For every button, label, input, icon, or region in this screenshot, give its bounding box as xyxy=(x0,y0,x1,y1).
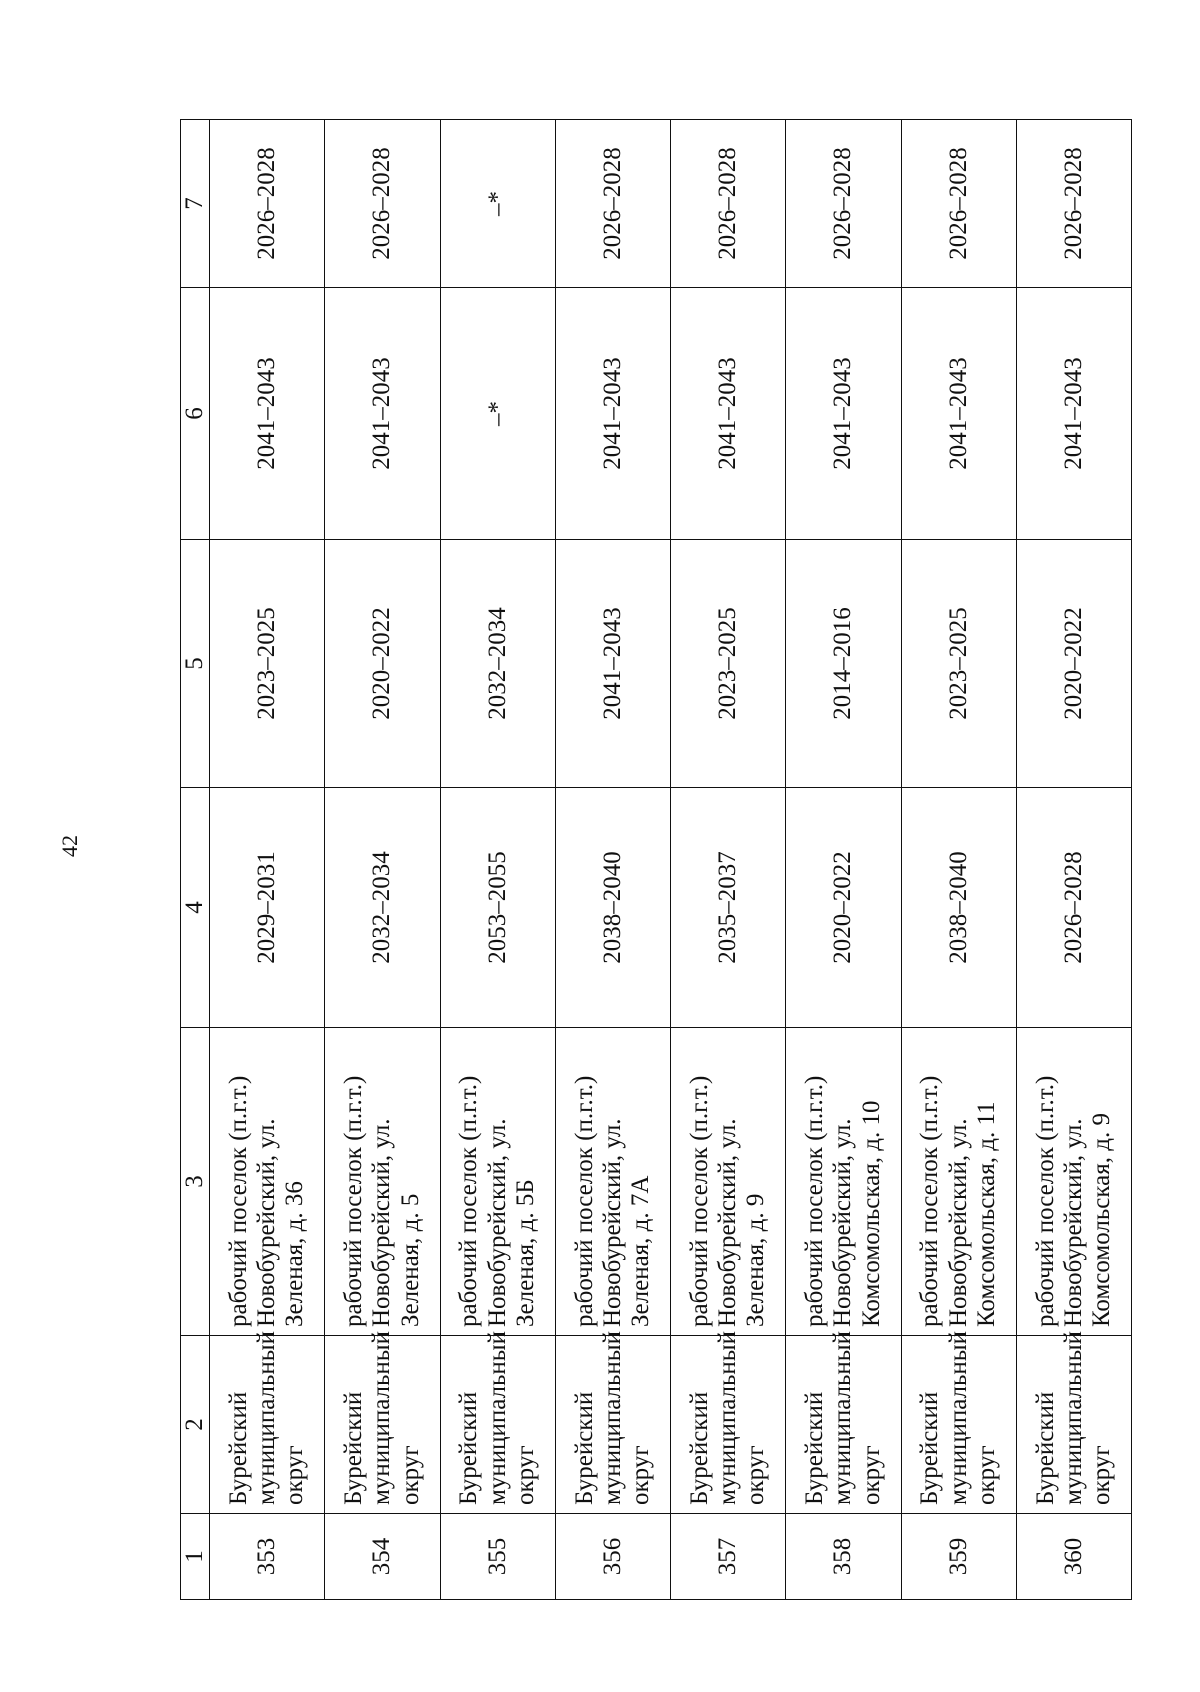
period-cell: 2020–2022 xyxy=(1016,540,1131,788)
period-cell: 2041–2043 xyxy=(786,288,901,540)
no-data-mark: –* xyxy=(483,191,511,216)
row-number: 354 xyxy=(325,1514,440,1600)
period-cell: 2023–2025 xyxy=(901,540,1016,788)
table-row xyxy=(671,120,786,1600)
table-row xyxy=(210,120,325,1600)
period-cell: 2041–2043 xyxy=(210,288,325,540)
municipality-cell: Бурейский муниципальный округ xyxy=(786,1336,901,1514)
period-cell: 2026–2028 xyxy=(671,120,786,288)
municipality-cell: Бурейский муниципальный округ xyxy=(671,1336,786,1514)
row-number: 359 xyxy=(901,1514,1016,1600)
municipality-cell: Бурейский муниципальный округ xyxy=(901,1336,1016,1514)
column-header: 7 xyxy=(181,120,210,288)
period-cell: 2029–2031 xyxy=(210,788,325,1028)
address-cell: рабочий поселок (п.г.т.) Новобурейский, ул. Зеленая, д. 7А xyxy=(555,1028,670,1336)
municipality-cell: Бурейский муниципальный округ xyxy=(325,1336,440,1514)
municipality-cell: Бурейский муниципальный округ xyxy=(555,1336,670,1514)
period-cell: 2041–2043 xyxy=(901,288,1016,540)
municipality-cell: Бурейский муниципальный округ xyxy=(1016,1336,1131,1514)
column-header: 1 xyxy=(181,1514,210,1600)
period-cell xyxy=(440,120,555,288)
period-cell: 2038–2040 xyxy=(555,788,670,1028)
period-cell: 2032–2034 xyxy=(440,540,555,788)
column-header: 5 xyxy=(181,540,210,788)
table-row xyxy=(555,120,670,1600)
column-header: 4 xyxy=(181,788,210,1028)
period-cell: 2041–2043 xyxy=(555,288,670,540)
period-cell: 2014–2016 xyxy=(786,540,901,788)
period-cell: 2023–2025 xyxy=(671,540,786,788)
period-cell: 2038–2040 xyxy=(901,788,1016,1028)
address-cell: рабочий поселок (п.г.т.) Новобурейский, ул. Зеленая, д. 36 xyxy=(210,1028,325,1336)
column-header: 3 xyxy=(181,1028,210,1336)
row-number: 358 xyxy=(786,1514,901,1600)
address-cell: рабочий поселок (п.г.т.) Новобурейский, ул. Зеленая, д. 5Б xyxy=(440,1028,555,1336)
rotated-table-wrapper xyxy=(180,120,1132,1600)
table-row xyxy=(901,120,1016,1600)
column-header: 2 xyxy=(181,1336,210,1514)
period-cell: 2041–2043 xyxy=(671,288,786,540)
table-header-row xyxy=(181,120,210,1600)
row-number: 356 xyxy=(555,1514,670,1600)
row-number: 357 xyxy=(671,1514,786,1600)
period-cell: 2026–2028 xyxy=(786,120,901,288)
address-cell: рабочий поселок (п.г.т.) Новобурейский, ул. Комсомольская, д. 9 xyxy=(1016,1028,1131,1336)
period-cell: 2026–2028 xyxy=(325,120,440,288)
address-cell: рабочий поселок (п.г.т.) Новобурейский, ул. Зеленая, д. 5 xyxy=(325,1028,440,1336)
row-number: 353 xyxy=(210,1514,325,1600)
municipality-cell: Бурейский муниципальный округ xyxy=(440,1336,555,1514)
period-cell: 2035–2037 xyxy=(671,788,786,1028)
period-cell: 2023–2025 xyxy=(210,540,325,788)
municipality-cell: Бурейский муниципальный округ xyxy=(210,1336,325,1514)
period-cell: 2041–2043 xyxy=(555,540,670,788)
period-cell: 2026–2028 xyxy=(210,120,325,288)
table-row xyxy=(325,120,440,1600)
table-row xyxy=(786,120,901,1600)
period-cell: 2026–2028 xyxy=(1016,120,1131,288)
table-row xyxy=(440,120,555,1600)
period-cell: 2020–2022 xyxy=(786,788,901,1028)
row-number: 355 xyxy=(440,1514,555,1600)
address-cell: рабочий поселок (п.г.т.) Новобурейский, ул. Комсомольская, д. 11 xyxy=(901,1028,1016,1336)
period-cell: 2041–2043 xyxy=(325,288,440,540)
page-number: 42 xyxy=(57,835,82,857)
no-data-mark: –* xyxy=(483,401,511,426)
period-cell: 2041–2043 xyxy=(1016,288,1131,540)
period-cell xyxy=(440,288,555,540)
period-cell: 2026–2028 xyxy=(1016,788,1131,1028)
row-number: 360 xyxy=(1016,1514,1131,1600)
address-cell: рабочий поселок (п.г.т.) Новобурейский, ул. Зеленая, д. 9 xyxy=(671,1028,786,1336)
column-header: 6 xyxy=(181,288,210,540)
data-table xyxy=(180,119,1132,1600)
period-cell: 2020–2022 xyxy=(325,540,440,788)
period-cell: 2026–2028 xyxy=(901,120,1016,288)
period-cell: 2053–2055 xyxy=(440,788,555,1028)
period-cell: 2026–2028 xyxy=(555,120,670,288)
table-row xyxy=(1016,120,1131,1600)
address-cell: рабочий поселок (п.г.т.) Новобурейский, ул. Комсомольская, д. 10 xyxy=(786,1028,901,1336)
period-cell: 2032–2034 xyxy=(325,788,440,1028)
